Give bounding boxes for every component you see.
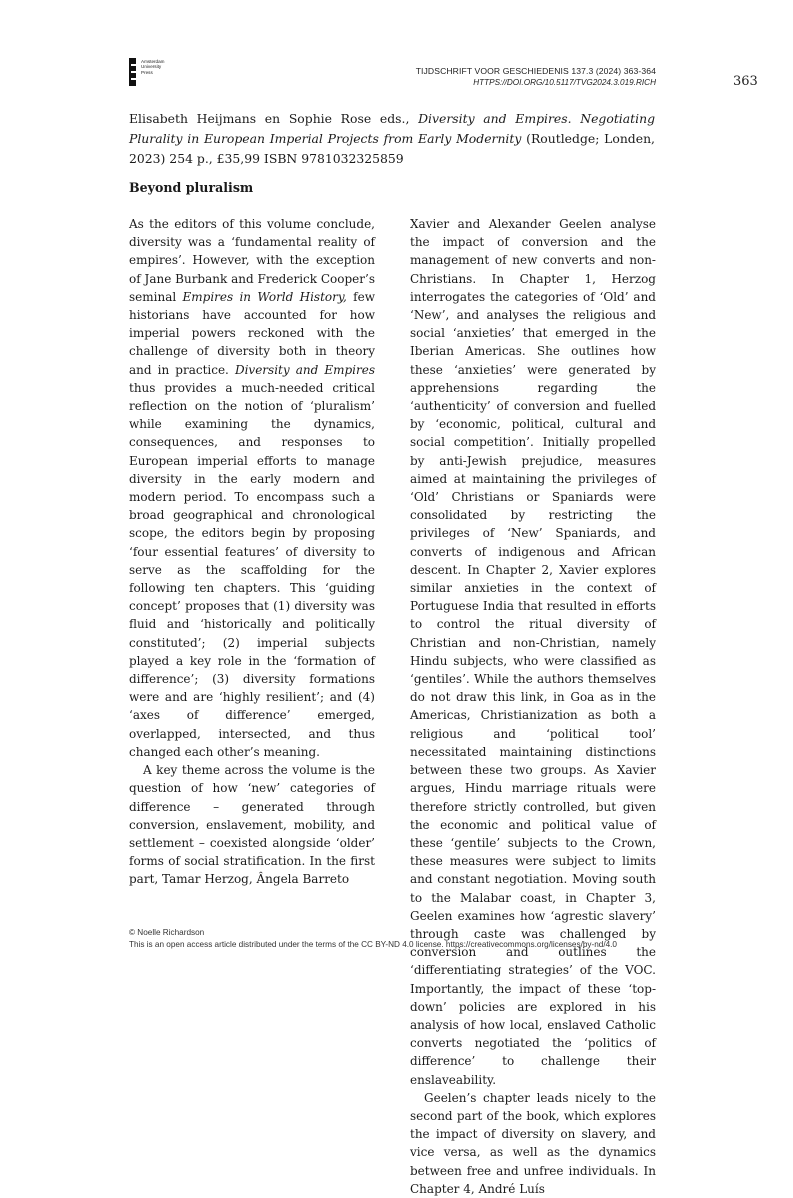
publisher-logo: [129, 58, 219, 88]
paragraph-text: Geelen’s chapter leads nicely to the second part of the book, which explores the impact of diversity on slavery, and vice versa, as well as the dynamics between free and unfree individuals. In Chapter 4, André Luís: [410, 1090, 656, 1196]
citation-editors: Elisabeth Heijmans en Sophie Rose eds.,: [129, 111, 419, 126]
citation-book-title: Diversity and Empires. Negotiating Plurality in European Imperial Projects from Early Modernity: [129, 111, 655, 146]
paragraph: [129, 761, 375, 888]
paragraph-text: As the editors of this volume conclude, diversity was a ‘fundamental reality of empires’. However, with the exception of Jane Burbank and Frederick Cooper’s seminal: [129, 217, 375, 304]
paragraph-text: thus provides a much-needed critical reflection on the notion of ‘pluralism’ while examining the dynamics, consequences, and responses to European imperial efforts to manage diversity in the early modern and modern period. To encompass such a broad geographical and chronological scope, the editors begin by proposing ‘four essential features’ of diversity to serve as the scaffolding for the following ten chapters. This ‘guiding concept’ proposes that (1) diversity was fluid and ‘historically and politically constituted’; (2) imperial subjects played a key role in the ‘formation of difference’; (3) diversity formations were and are ‘highly resilient’; and (4) ‘axes of difference’ emerged, overlapped, intersected, and thus changed each other’s meaning.: [129, 380, 375, 759]
body-column-left: [129, 215, 375, 889]
license-notice: This is an open access article distributed under the terms of the CC BY-ND 4.0 license. https://creativecommons.org/licenses/by-nd/4.0: [129, 940, 617, 949]
logo-line: Amsterdam: [141, 59, 165, 64]
book-citation: [129, 109, 655, 169]
logo-line: Press: [141, 69, 153, 75]
logo-bar-icon: [129, 58, 136, 86]
logo-text: [141, 59, 165, 75]
paragraph-emphasis: Empires in World History,: [182, 289, 347, 304]
body-column-right: [410, 215, 656, 1198]
paragraph-text: few historians have accounted for how imperial powers reckoned with the challenge of diversity both in theory and in practice.: [129, 289, 375, 377]
paragraph-continued: Xavier and Alexander Geelen analyse the impact of conversion and the management of new converts and non-Christians. In Chapter 1, Herzog interrogates the categories of ‘Old’ and ‘New’, and analyses the religious and social ‘anxieties’ that emerged in the Iberian Americas. She outlines how these ‘anxieties’ were generated by apprehensions regarding the ‘authenticity’ of conversion and fuelled by ‘economic, political, cultural and social competition’. Initially propelled by anti-Jewish prejudice, measures aimed at maintaining the privileges of ‘Old’ Christians or Spaniards were consolidated by restricting the privileges of ‘New’ Spaniards, and converts of indigenous and African descent. In Chapter 2, Xavier explores similar anxieties in the context of Portuguese India that resulted in efforts to control the ritual diversity of Christian and non-Christian, namely Hindu subjects, who were classified as ‘gentiles’. While the authors themselves do not draw this link, in Goa as in the Americas, Christianization as both a religious and ‘political tool’ necessitated maintaining distinctions between these two groups. As Xavier argues, Hindu marriage rituals were therefore strictly controlled, but given the economic and political value of these ‘gentile’ subjects to the Crown, these measures were subject to limits and constant negotiation. Moving south to the Malabar coast, in Chapter 3, Geelen examines how ‘agrestic slavery’ through caste was challenged by conversion and outlines the ‘differentiating strategies’ of the VOC. Importantly, the impact of these ‘top-down’ policies are explored in his analysis of how local, enslaved Catholic converts negotiated the ‘politics of difference’ to challenge their enslaveability.: [410, 217, 656, 1087]
doi-link[interactable]: HTTPS://DOI.ORG/10.5117/TVG2024.3.019.RICH: [473, 78, 656, 87]
copyright-notice: © Noelle Richardson: [129, 928, 205, 937]
paragraph: [129, 215, 375, 761]
review-title: Beyond pluralism: [129, 180, 254, 195]
page-number: 363: [733, 74, 758, 89]
citation-details: (Routledge; Londen, 2023) 254 p., £35,99 ISBN 9781032325859: [129, 131, 655, 166]
paragraph-emphasis: Diversity and Empires: [234, 362, 375, 377]
journal-reference: TIJDSCHRIFT VOOR GESCHIEDENIS 137.3 (2024) 363-364: [415, 66, 656, 76]
logo-line: University: [141, 64, 162, 70]
paragraph: [410, 1089, 656, 1198]
paragraph-text: A key theme across the volume is the question of how ‘new’ categories of difference – generated through conversion, enslavement, mobility, and settlement – coexisted alongside ‘older’ forms of social stratification. In the first part, Tamar Herzog, Ângela Barreto: [129, 763, 375, 887]
